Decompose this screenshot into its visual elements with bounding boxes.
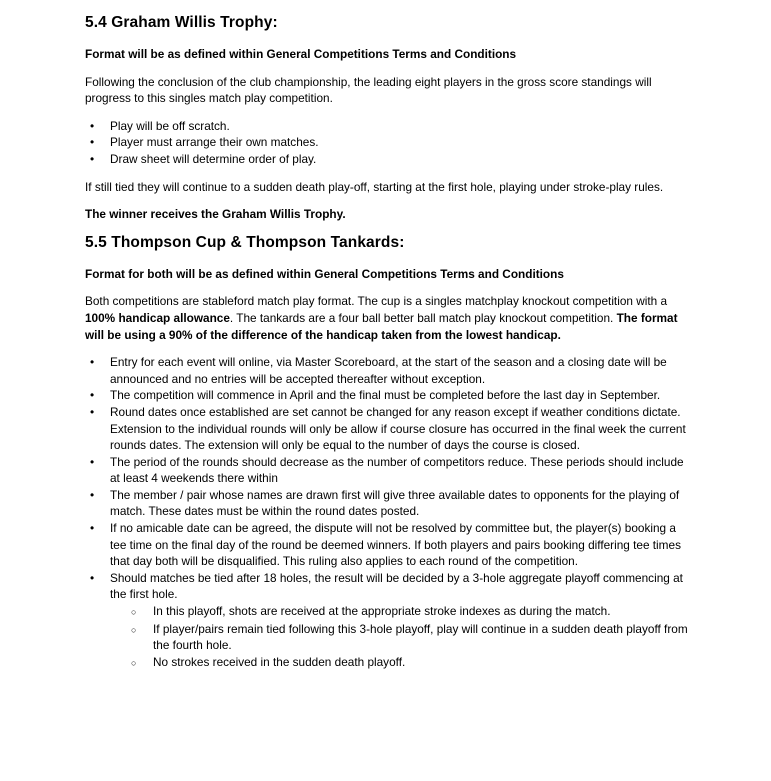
section-5-5-format-line: Format for both will be as defined within General Competitions Terms and Conditions [85, 266, 564, 281]
sub-list-item [130, 621, 693, 654]
bullet-icon: • [90, 404, 95, 419]
circle-bullet-icon: ○ [131, 657, 137, 668]
list-item-text: Round dates once established are set cannot be changed for any reason except if weather conditions dictate. Extension to the individual rounds will only be allow if course closure has occurred in the final week the current rounds dates. The extension will only be equal to the number of days the course is closed. [110, 404, 686, 453]
list-item [85, 134, 693, 151]
intro-bold-segment: The format will be using a 90% of the difference of the handicap taken from the lowest handicap. [85, 310, 678, 342]
bullet-icon: • [90, 388, 95, 403]
section-5-4-format-line: Format will be as defined within General Competitions Terms and Conditions [85, 47, 517, 61]
list-item-text: Should matches be tied after 18 holes, the result will be decided by a 3-hole aggregate playoff commencing at the first hole. [110, 570, 683, 602]
list-item [85, 404, 693, 454]
list-item [85, 387, 693, 404]
section-5-5-bullet-list [85, 354, 693, 671]
intro-bold-segment: 100% handicap allowance [85, 310, 230, 325]
list-item [85, 570, 693, 603]
circle-bullet-icon: ○ [131, 607, 137, 618]
list-item [85, 520, 693, 570]
list-item [85, 454, 693, 487]
bullet-icon: • [90, 355, 95, 370]
section-5-4-intro-paragraph: Following the conclusion of the club championship, the leading eight players in the gross score standings will progress to this singles match play competition. [85, 74, 652, 106]
intro-text-segment: . The tankards are a four ball better ball match play knockout competition. [229, 310, 617, 325]
circle-bullet-icon: ○ [131, 624, 137, 635]
list-item [85, 354, 693, 387]
list-item-text: The period of the rounds should decrease as the number of competitors reduce. These periods should include at least 4 weekends there within [110, 454, 684, 486]
list-item-text: Draw sheet will determine order of play. [110, 151, 317, 166]
sub-list-item [130, 654, 693, 672]
list-item [85, 118, 693, 135]
sub-list-item [130, 603, 693, 621]
bullet-icon: • [90, 521, 95, 536]
bullet-icon: • [90, 570, 95, 585]
sub-list-item-text: In this playoff, shots are received at the appropriate stroke indexes as during the match. [153, 604, 611, 619]
section-5-4-heading: 5.4 Graham Willis Trophy: [85, 14, 278, 31]
list-item-text: Entry for each event will online, via Master Scoreboard, at the start of the season and a closing date will be announced and no entries will be accepted thereafter without exception. [110, 355, 667, 386]
section-5-5-intro-paragraph [85, 293, 693, 343]
bullet-icon: • [90, 487, 95, 502]
section-5-4-tie-paragraph: If still tied they will continue to a sudden death play-off, starting at the first hole, playing under stroke-play rules. [85, 179, 664, 194]
bullet-icon: • [90, 118, 95, 133]
bullet-icon: • [90, 151, 95, 166]
bullet-icon: • [90, 454, 95, 469]
section-5-4-bullet-list [85, 118, 693, 168]
list-item-text: Play will be off scratch. [110, 118, 230, 133]
section-5-4-winner-line: The winner receives the Graham Willis Trophy. [85, 207, 346, 222]
list-item-text: The competition will commence in April and the final must be completed before the last day in September. [110, 388, 661, 403]
bullet-icon: • [90, 135, 95, 150]
list-item-text: Player must arrange their own matches. [110, 135, 319, 150]
sub-list-item-text: If player/pairs remain tied following this 3-hole playoff, play will continue in a sudden death playoff from the fourth hole. [153, 621, 688, 653]
list-item-text: The member / pair whose names are drawn first will give three available dates to opponents for the playing of match. These dates must be within the round dates posted. [110, 487, 680, 519]
intro-text-segment: Both competitions are stableford match play format. The cup is a singles matchplay knockout competition with a [85, 294, 668, 309]
sub-list-item-text: No strokes received in the sudden death playoff. [153, 654, 406, 669]
list-item [85, 151, 693, 168]
list-item [85, 487, 693, 520]
list-item-text: If no amicable date can be agreed, the dispute will not be resolved by committee but, the player(s) booking a tee time on the final day of the round be deemed winners. If both players and pairs booking differing tee times that day both will be disqualified. This ruling also applies to each round of the competition. [110, 521, 681, 569]
section-5-5-heading: 5.5 Thompson Cup & Thompson Tankards: [85, 233, 405, 251]
